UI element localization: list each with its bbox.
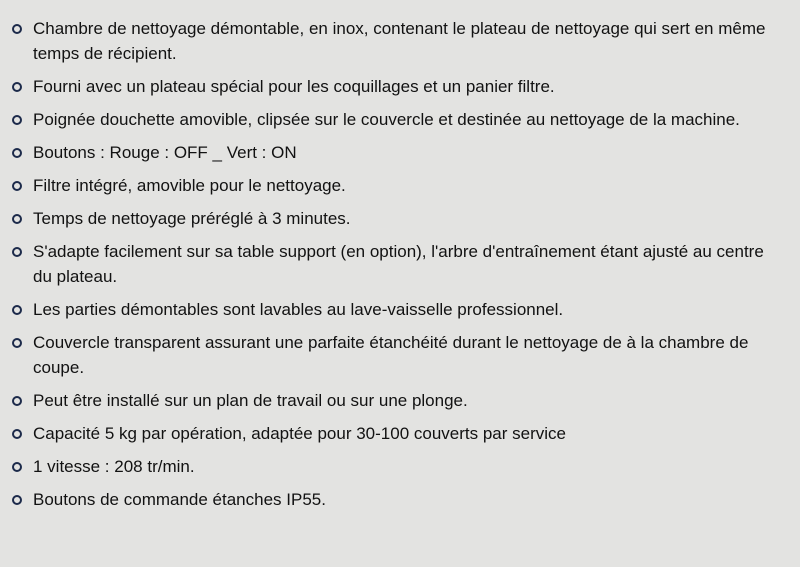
feature-item [0, 297, 776, 322]
feature-text: Temps de nettoyage préréglé à 3 minutes. [33, 209, 351, 228]
feature-item [0, 330, 776, 380]
feature-text: Boutons de commande étanches IP55. [33, 490, 326, 509]
feature-item [0, 239, 776, 289]
feature-item [0, 421, 776, 446]
feature-item [0, 107, 776, 132]
feature-text: Peut être installé sur un plan de travail ou sur une plonge. [33, 391, 468, 410]
circle-bullet-icon [12, 148, 22, 158]
feature-item [0, 487, 776, 512]
circle-bullet-icon [12, 429, 22, 439]
circle-bullet-icon [12, 462, 22, 472]
circle-bullet-icon [12, 338, 22, 348]
circle-bullet-icon [12, 247, 22, 257]
circle-bullet-icon [12, 495, 22, 505]
feature-text: Boutons : Rouge : OFF _ Vert : ON [33, 143, 297, 162]
feature-item [0, 206, 776, 231]
feature-item [0, 173, 776, 198]
circle-bullet-icon [12, 181, 22, 191]
feature-text: Poignée douchette amovible, clipsée sur le couvercle et destinée au nettoyage de la machine. [33, 110, 740, 129]
feature-text: Filtre intégré, amovible pour le nettoyage. [33, 176, 346, 195]
circle-bullet-icon [12, 214, 22, 224]
circle-bullet-icon [12, 82, 22, 92]
circle-bullet-icon [12, 396, 22, 406]
feature-text: Couvercle transparent assurant une parfaite étanchéité durant le nettoyage de à la chambre de coupe. [33, 333, 749, 377]
feature-text: Les parties démontables sont lavables au lave-vaisselle professionnel. [33, 300, 564, 319]
feature-item [0, 74, 776, 99]
feature-item [0, 140, 776, 165]
feature-text: Capacité 5 kg par opération, adaptée pour 30-100 couverts par service [33, 424, 566, 443]
feature-text: S'adapte facilement sur sa table support (en option), l'arbre d'entraînement étant ajusté au centre du plateau. [33, 242, 764, 286]
feature-item [0, 454, 776, 479]
feature-text: Chambre de nettoyage démontable, en inox, contenant le plateau de nettoyage qui sert en même temps de récipient. [33, 19, 766, 63]
feature-text: 1 vitesse : 208 tr/min. [33, 457, 195, 476]
feature-item [0, 388, 776, 413]
circle-bullet-icon [12, 305, 22, 315]
circle-bullet-icon [12, 24, 22, 34]
feature-text: Fourni avec un plateau spécial pour les coquillages et un panier filtre. [33, 77, 555, 96]
feature-item [0, 16, 776, 66]
circle-bullet-icon [12, 115, 22, 125]
